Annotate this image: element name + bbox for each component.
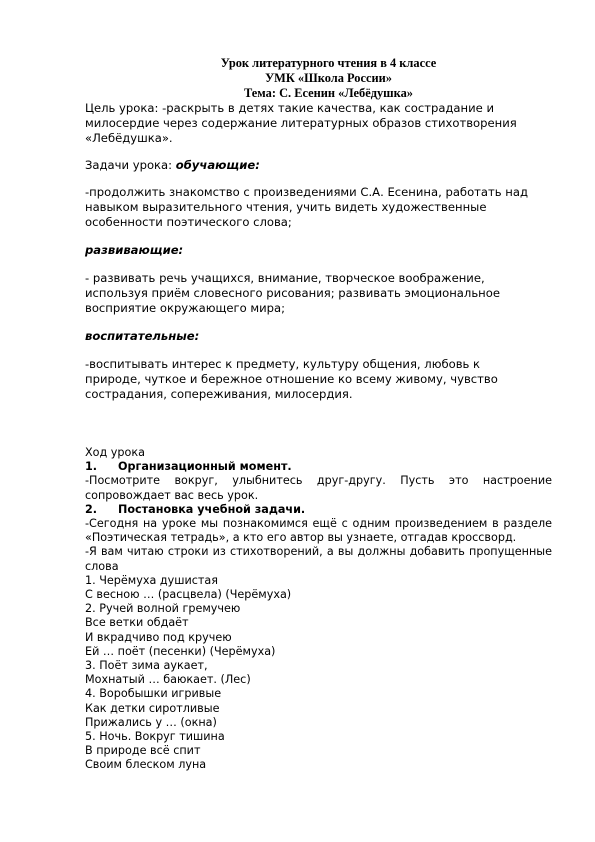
developing-label: развивающие: [85,243,184,257]
poem-line: Все ветки обдаёт [85,616,189,630]
poem-line: С весною … (расцвела) (Черёмуха) [85,588,292,602]
poem-lines [85,574,552,773]
step-2-title: Постановка учебной задачи. [118,502,306,516]
poem-line: 2. Ручей волной гремучею [85,602,241,616]
teaching-line: особенности поэтического слова; [85,215,292,229]
poem-line: 3. Поёт зима аукает, [85,659,208,673]
tasks-label: Задачи урока: [85,158,176,172]
step-2-number: 2. [85,502,98,516]
header-line-2: УМК «Школа России» [265,71,392,85]
educating-tasks [85,357,552,402]
poem-line: В природе всё спит [85,744,201,758]
developing-tasks [85,271,552,316]
teaching-line: -продолжить знакомство с произведениями С.А. Есенина, работать над [85,185,529,199]
poem-line: 1. Черёмуха душистая [85,573,218,587]
educating-line: сострадания, сопереживания, милосердия. [85,387,353,401]
teaching-label: обучающие: [175,158,260,172]
poem-line: 5. Ночь. Вокруг тишина [85,730,225,744]
poem-line: Как детки сиротливые [85,701,220,715]
educating-label: воспитательные: [85,329,200,343]
goal-line: милосердие через содержание литературных образов стихотворения [85,116,517,130]
course-title: Ход урока [85,446,145,459]
tasks-heading [85,158,552,173]
header-line-1: Урок литературного чтения в 4 классе [220,56,437,70]
poem-line: Мохнатый … баюкает. (Лес) [85,673,251,687]
step-1-heading [85,460,552,474]
step-1-number: 1. [85,460,98,474]
poem-line: Ей … поёт (песенки) (Черёмуха) [85,644,276,658]
goal-line: «Лебёдушка». [85,131,173,145]
header-line-3: Тема: С. Есенин «Лебёдушка» [244,86,413,100]
educating-line: -воспитывать интерес к предмету, культуру общения, любовь к [85,357,481,371]
developing-line: используя приём словесного рисования; развивать эмоциональное [85,286,500,300]
lesson-course [85,446,552,773]
poem-line: 4. Воробышки игривые [85,687,222,701]
poem-line: Прижались у … (окна) [85,715,217,729]
poem-line: Своим блеском луна [85,758,207,772]
step-2-heading [85,503,552,517]
step-1-title: Организационный момент. [118,460,292,474]
step-2-instruction: -Я вам читаю строки из стихотворений, а вы должны добавить пропущенные слова [85,545,552,573]
document-page [85,56,552,773]
goal-line: Цель урока: -раскрыть в детях такие качества, как сострадание и [85,101,495,115]
lesson-goal [85,101,552,146]
teaching-line: навыком выразительного чтения, учить видеть художественные [85,200,487,214]
step-2-text: -Сегодня на уроке мы познакомимся ещё с одним произведением в разделе «Поэтическая тетрадь», а кто его автор вы узнаете, отгадав кроссворд. [85,517,552,545]
step-1-text: -Посмотрите вокруг, улыбнитесь друг-другу. Пусть это настроение сопровождает вас весь урок. [85,474,552,502]
teaching-tasks [85,185,552,230]
document-header [85,56,552,101]
educating-line: природе, чуткое и бережное отношение ко всему живому, чувство [85,372,498,386]
developing-line: - развивать речь учащихся, внимание, творческое воображение, [85,271,485,285]
poem-line: И вкрадчиво под кручею [85,630,232,644]
developing-line: восприятие окружающего мира; [85,301,286,315]
